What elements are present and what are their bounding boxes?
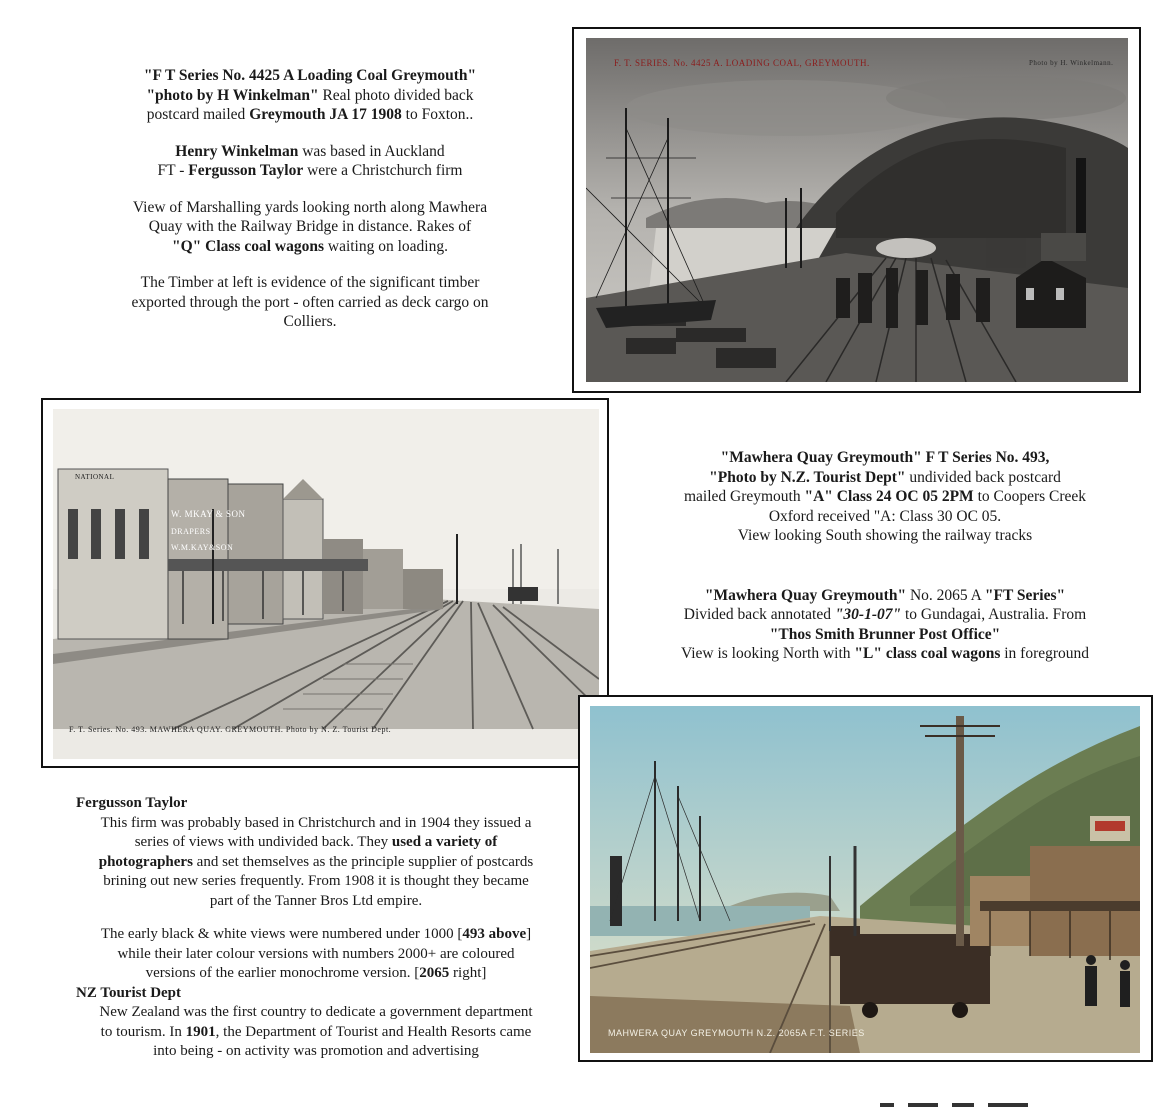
- caption-2065: MAHWERA QUAY GREYMOUTH N.Z. 2065A F.T. SERIES: [608, 1028, 865, 1038]
- postcard-frame-2065: [578, 695, 1153, 1062]
- sign-national: NATIONAL: [75, 473, 115, 481]
- postcard-image-mawhera-2065: [590, 706, 1140, 1053]
- page-footer-marks: [880, 1094, 1080, 1100]
- loading-coal-photo: [586, 38, 1128, 382]
- caption-4425-right: Photo by H. Winkelmann.: [1029, 59, 1114, 67]
- sign-mkay-lower: W.M.KAY&SON: [171, 543, 234, 552]
- postcard-4425-description: "F T Series No. 4425 A Loading Coal Greymouth" "photo by H Winkelman" Real photo divided back postcard mailed Greymouth JA 17 1908 to Foxton.. Henry Winkelman was based in Auckland FT - Fergusson Taylor were a Christchurch firm View of Marshalling yards looking north along Mawhera Quay with the Railway Bridge in distance. Rakes of "Q" Class coal wagons waiting on loading. The Timber at left is evidence of the significant timber exported through the port - often carried as deck cargo on Colliers.: [131, 67, 489, 330]
- mawhera-quay-2065-photo: [590, 706, 1140, 1053]
- heading-nz-tourist-dept: NZ Tourist Dept: [76, 984, 182, 1001]
- title-4425: "F T Series No. 4425 A Loading Coal Greymouth": [143, 67, 477, 84]
- fergusson-taylor-notes: Fergusson Taylor This firm was probably based in Christchurch and in 1904 they issued a series of views with undivided back. They used a variety of photographers and set themselves as the principle supplier of postcards brining out new series frequently. From 1908 it is thought they became part of the Tanner Bros Ltd empire. The early black & white views were numbered under 1000 [493 above] while their later colour versions with numbers 2000+ are coloured versions of the earlier monochrome version. [2065 right] NZ Tourist Dept New Zealand was the first country to dedicate a government department to tourism. In 1901, the Department of Tourist and Health Resorts came into being - on activity was promotion and advertising: [76, 794, 556, 1062]
- caption-4425-left: F. T. SERIES. No. 4425 A. LOADING COAL, GREYMOUTH.: [614, 58, 870, 68]
- caption-493: F. T. Series. No. 493. MAWHERA QUAY. GREYMOUTH. Photo by N. Z. Tourist Dept.: [69, 725, 392, 734]
- sign-drapers: DRAPERS: [171, 527, 211, 536]
- sign-mkay: W. MKAY & SON: [171, 509, 246, 519]
- postcard-frame-4425: [572, 27, 1141, 393]
- mawhera-quay-493-photo: [53, 409, 599, 759]
- postcard-frame-493: [41, 398, 609, 768]
- postcard-493-2065-description: "Mawhera Quay Greymouth" F T Series No. 493, "Photo by N.Z. Tourist Dept" undivided back postcard mailed Greymouth "A" Class 24 OC 05 2PM to Coopers Creek Oxford received "A: Class 30 OC 05. View looking South showing the railway tracks "Mawhera Quay Greymouth" No. 2065 A "FT Series" Divided back annotated "30-1-07" to Gundagai, Australia. From "Thos Smith Brunner Post Office" View is looking North with "L" class coal wagons in foreground: [680, 449, 1090, 662]
- postcard-image-mawhera-493: [53, 409, 599, 759]
- heading-fergusson-taylor: Fergusson Taylor: [76, 795, 188, 811]
- postcard-image-loading-coal: [586, 38, 1128, 382]
